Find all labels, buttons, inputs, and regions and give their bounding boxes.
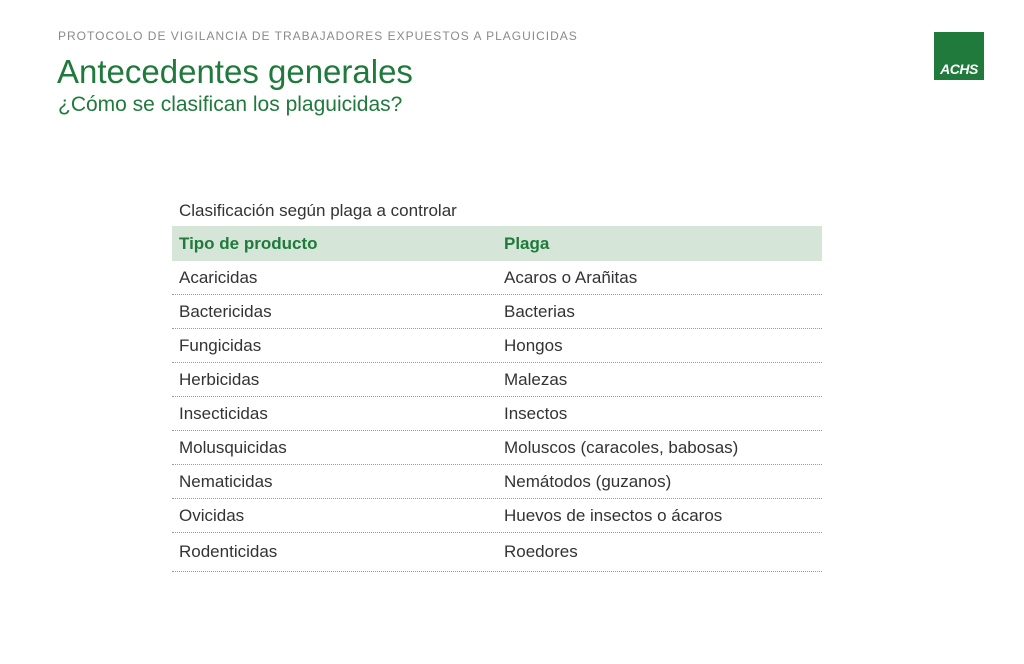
table-caption: Clasificación según plaga a controlar <box>179 201 457 220</box>
document-kicker: PROTOCOLO DE VIGILANCIA DE TRABAJADORES EXPUESTOS A PLAGUICIDAS <box>58 29 578 43</box>
table-header-row <box>172 226 822 261</box>
pest-cell: Acaros o Arañitas <box>504 267 638 287</box>
pest-cell: Insectos <box>504 403 568 423</box>
product-type-cell: Nematicidas <box>179 471 273 491</box>
pest-cell: Huevos de insectos o ácaros <box>504 505 723 525</box>
product-type-cell: Bactericidas <box>179 301 272 321</box>
product-type-cell: Molusquicidas <box>179 437 287 457</box>
column-header-pest: Plaga <box>504 233 550 253</box>
table-row <box>172 329 822 363</box>
table-row <box>172 465 822 499</box>
pest-cell: Malezas <box>504 369 568 389</box>
table-body <box>172 261 822 572</box>
table-row <box>172 431 822 465</box>
product-type-cell: Ovicidas <box>179 505 245 525</box>
page-subtitle: ¿Cómo se clasifican los plaguicidas? <box>58 93 403 116</box>
product-type-cell: Acaricidas <box>179 267 258 287</box>
pest-cell: Roedores <box>504 542 578 561</box>
table-row <box>172 397 822 431</box>
page-title: Antecedentes generales <box>57 53 413 90</box>
logo-text: ACHS <box>940 61 978 77</box>
classification-table <box>172 198 822 572</box>
product-type-cell: Rodenticidas <box>179 542 278 561</box>
pest-cell: Nemátodos (guzanos) <box>504 471 672 491</box>
achs-logo <box>934 32 984 80</box>
product-type-cell: Insecticidas <box>179 403 268 423</box>
pest-cell: Moluscos (caracoles, babosas) <box>504 437 739 457</box>
pest-cell: Hongos <box>504 335 563 355</box>
pest-cell: Bacterias <box>504 301 575 321</box>
table-row <box>172 499 822 533</box>
column-header-product-type: Tipo de producto <box>179 233 318 253</box>
table-row <box>172 295 822 329</box>
table-row <box>172 261 822 295</box>
table-row <box>172 533 822 572</box>
product-type-cell: Herbicidas <box>179 369 260 389</box>
product-type-cell: Fungicidas <box>179 335 262 355</box>
table-row <box>172 363 822 397</box>
